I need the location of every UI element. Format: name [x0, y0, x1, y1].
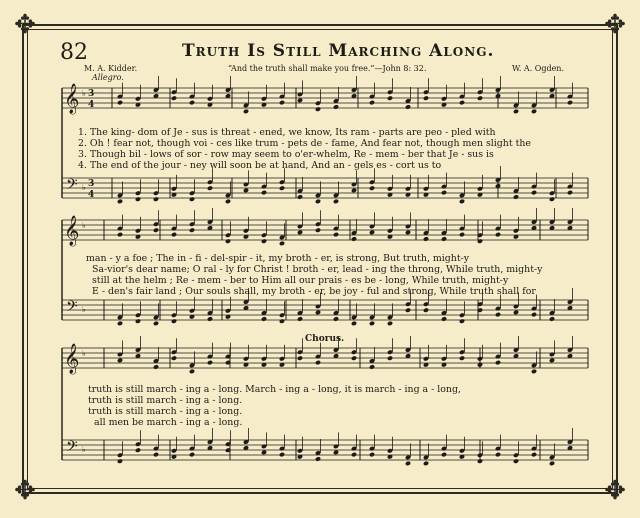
bass-note	[369, 185, 375, 191]
bass-note	[315, 310, 321, 316]
verse-1-line-2: man - y a foe ; The in - fi - del-spir - it, my broth - er, is strong, But truth, might-y	[86, 253, 470, 264]
bass-note	[513, 458, 519, 464]
treble-note	[189, 369, 195, 375]
treble-note	[225, 238, 231, 244]
bass-note	[117, 199, 123, 205]
bass-clef-icon: 𝄢	[66, 298, 78, 319]
bass-note	[405, 307, 411, 313]
bass-note	[153, 321, 159, 327]
bass-note	[441, 190, 447, 196]
treble-note	[279, 100, 285, 106]
bass-note	[459, 199, 465, 205]
treble-note	[423, 236, 429, 242]
bass-note	[351, 321, 357, 327]
bass-note	[261, 450, 267, 456]
bass-note	[135, 196, 141, 202]
corner-ornament-bottom-left-icon: ✥	[14, 476, 36, 506]
bass-note	[531, 190, 537, 196]
bass-note	[171, 318, 177, 324]
treble-note	[369, 364, 375, 370]
corner-ornament-top-right-icon: ✥	[604, 10, 626, 40]
bass-note	[549, 461, 555, 467]
treble-note	[531, 369, 537, 375]
bass-note	[135, 447, 141, 453]
treble-clef-icon: 𝄞	[64, 344, 80, 374]
bass-note	[369, 452, 375, 458]
treble-note	[333, 104, 339, 110]
time-signature-top: 3	[88, 89, 95, 99]
bass-note	[117, 321, 123, 327]
bass-note	[279, 318, 285, 324]
key-signature-flat-icon: ♭	[82, 349, 86, 358]
verse-4-line-2: E - den's fair land ; Our souls shall, my broth - er, be joy - ful and strong, While truth shall for	[92, 286, 536, 297]
treble-clef-icon: 𝄞	[64, 216, 80, 246]
treble-note	[405, 104, 411, 110]
treble-note	[459, 232, 465, 238]
treble-note	[477, 95, 483, 101]
treble-note	[171, 95, 177, 101]
treble-note	[351, 236, 357, 242]
bass-note	[423, 461, 429, 467]
bass-note	[153, 452, 159, 458]
bass-note	[261, 190, 267, 196]
verse-2-line-2: Sa-vior's dear name; O ral - ly for Christ ! broth - er, lead - ing the throng, While truth, might-y	[92, 264, 543, 275]
bass-note	[531, 452, 537, 458]
key-signature-flat-icon: ♭	[82, 183, 86, 192]
treble-note	[567, 100, 573, 106]
treble-note	[261, 238, 267, 244]
tempo-marking: Allegro.	[92, 73, 124, 82]
treble-note	[369, 100, 375, 106]
treble-note	[153, 227, 159, 233]
hymn-number: 82	[60, 40, 88, 65]
treble-note	[531, 109, 537, 115]
bass-note	[351, 452, 357, 458]
treble-note	[351, 355, 357, 361]
treble-note	[117, 100, 123, 106]
bass-note	[423, 307, 429, 313]
key-signature-flat-icon: ♭	[82, 221, 86, 230]
bass-note	[279, 185, 285, 191]
bass-note	[225, 199, 231, 205]
treble-note	[207, 360, 213, 366]
bass-note	[297, 194, 303, 200]
treble-note	[513, 109, 519, 115]
treble-note	[423, 95, 429, 101]
time-signature-bottom: 4	[88, 100, 95, 110]
bass-note	[495, 312, 501, 318]
bass-note	[495, 452, 501, 458]
bass-note	[297, 316, 303, 322]
verse-1-line-3: truth is still march - ing a - long. March - ing a - long, it is march - ing a - long,	[88, 384, 461, 395]
time-signature-top: 3	[88, 179, 95, 189]
bass-note	[441, 452, 447, 458]
bass-note	[441, 316, 447, 322]
hymn-title: Truth Is Still Marching Along.	[182, 41, 495, 61]
bass-note	[369, 321, 375, 327]
bass-clef-icon: 𝄢	[66, 438, 78, 459]
verse-2-line-1: 2. Oh ! fear not, though voi - ces like trum - pets de - fame, And fear not, though men slight the	[78, 138, 531, 149]
treble-note	[297, 98, 303, 104]
treble-note	[315, 360, 321, 366]
time-signature-bottom: 4	[88, 190, 95, 200]
bass-note	[549, 196, 555, 202]
bass-note	[459, 318, 465, 324]
verse-1-line-1: 1. The king- dom of Je - sus is threat - ened, we know, Its ram - parts are peo - pled with	[78, 127, 496, 138]
treble-note	[315, 227, 321, 233]
bass-note	[135, 318, 141, 324]
bass-note	[207, 316, 213, 322]
bass-note	[333, 199, 339, 205]
treble-clef-icon: 𝄞	[64, 84, 80, 114]
verse-2-line-3: truth is still march - ing a - long.	[88, 395, 243, 406]
verse-4-line-3: all men be march - ing a - long.	[94, 417, 243, 428]
treble-note	[189, 100, 195, 106]
bass-note	[333, 450, 339, 456]
treble-note	[369, 230, 375, 236]
bass-note	[333, 316, 339, 322]
key-signature-flat-icon: ♭	[82, 305, 86, 314]
treble-note	[279, 241, 285, 247]
bass-note	[531, 312, 537, 318]
verse-4-line-1: 4. The end of the jour - ney will soon be at hand, And an - gels es - cort us to	[78, 160, 442, 171]
treble-note	[189, 227, 195, 233]
bass-note	[513, 310, 519, 316]
treble-note	[333, 232, 339, 238]
treble-note	[297, 230, 303, 236]
bass-note	[243, 188, 249, 194]
bass-note	[189, 452, 195, 458]
key-signature-flat-icon: ♭	[82, 89, 86, 98]
lyricist-credit: M. A. Kidder.	[84, 64, 138, 73]
bass-note	[567, 190, 573, 196]
treble-note	[315, 106, 321, 112]
treble-note	[495, 360, 501, 366]
treble-note	[387, 95, 393, 101]
bass-note	[117, 458, 123, 464]
corner-ornament-top-left-icon: ✥	[14, 10, 36, 40]
treble-note	[405, 230, 411, 236]
treble-note	[243, 109, 249, 115]
bass-note	[513, 194, 519, 200]
treble-note	[387, 355, 393, 361]
treble-note	[297, 355, 303, 361]
bass-note	[315, 199, 321, 205]
treble-note	[117, 358, 123, 364]
bass-note	[477, 458, 483, 464]
chorus-label: Chorus.	[305, 334, 345, 344]
bass-note	[261, 316, 267, 322]
verse-3-line-2: still at the helm ; Re - mem - ber to Him all our prais - es be - long, While truth, might-y	[92, 275, 509, 286]
composer-credit: W. A. Ogden.	[512, 64, 565, 73]
bass-note	[189, 196, 195, 202]
verse-3-line-1: 3. Though bil - lows of sor - row may seem to o'er-whelm, Re - mem - ber that Je - sus is	[78, 149, 494, 160]
treble-note	[117, 232, 123, 238]
treble-note	[549, 358, 555, 364]
verse-3-line-3: truth is still march - ing a - long.	[88, 406, 243, 417]
bass-clef-icon: 𝄢	[66, 176, 78, 197]
treble-note	[153, 364, 159, 370]
bass-note	[315, 456, 321, 462]
bass-note	[153, 196, 159, 202]
treble-note	[495, 232, 501, 238]
key-signature-flat-icon: ♭	[82, 445, 86, 454]
bass-note	[387, 321, 393, 327]
treble-note	[459, 100, 465, 106]
bass-note	[207, 185, 213, 191]
treble-note	[441, 236, 447, 242]
corner-ornament-bottom-right-icon: ✥	[604, 476, 626, 506]
bass-note	[405, 461, 411, 467]
treble-note	[171, 355, 177, 361]
bass-note	[279, 452, 285, 458]
treble-note	[459, 355, 465, 361]
scripture-quote: “And the truth shall make you free.”—John 8: 32.	[228, 64, 427, 73]
treble-note	[171, 232, 177, 238]
bass-note	[351, 188, 357, 194]
bass-note	[549, 316, 555, 322]
